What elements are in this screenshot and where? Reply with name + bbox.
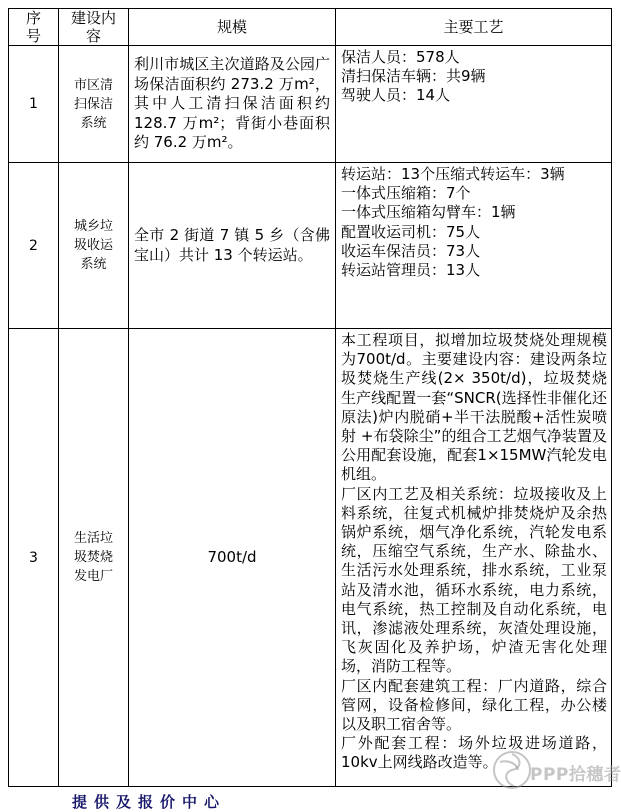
row3-process-paragraph: 厂区内配套建筑工程：厂内道路，综合管网，设备检修间，绿化工程，办公楼以及职工宿舍等。 (341, 676, 607, 734)
row3-process-paragraph: 厂外配套工程：场外垃圾进场道路，10kv上网线路改造等。 (341, 734, 607, 772)
header-process-label: 主要工艺 (443, 18, 504, 36)
header-seq (9, 9, 59, 46)
table-header-row (9, 9, 612, 46)
row1-scale: 利川市城区主次道路及公园广场保洁面积约 273.2 万m²，其中人工清扫保洁面积约 128.7 万m²；背街小巷面积约 76.2 万m²。 (129, 46, 336, 163)
row3-content: 生活垃圾焚烧发电厂 (59, 329, 129, 787)
table-row (9, 163, 612, 329)
header-scale-label: 规模 (216, 18, 247, 36)
row3-process-paragraph: 本工程项目，拟增加垃圾焚烧处理规模为700t/d。主要建设内容：建设两条垃圾焚烧生产线(2× 350t/d)，垃圾焚烧生产线配置一套“SNCR(选择性非催化还原法)炉内脱硝+半干法脱酸+活性炭喷射 +布袋除尘”的组合工艺烟气净装置及公用配套设施，配套1×15MW汽轮发电机组。 (341, 331, 607, 484)
table-row (9, 329, 612, 787)
row2-process (336, 163, 612, 329)
row2-process-line: 转运站：13个压缩式转运车：3辆 (341, 165, 565, 183)
row2-process-line: 转运站管理员：13人 (341, 261, 481, 280)
row2-process-line: 一体式压缩箱勾臂车：1辆 (341, 203, 516, 222)
header-content-label: 建设内容 (70, 9, 116, 45)
header-content (59, 9, 129, 46)
header-process (336, 9, 612, 46)
row1-process (336, 46, 612, 163)
header-seq-label: 序号 (25, 9, 41, 45)
footer-partial-text: 提供及报价中心 (72, 793, 227, 811)
row1-process-line: 驾驶人员：14人 (341, 86, 451, 105)
row1-seq: 1 (9, 46, 59, 163)
row3-process-paragraph: 厂区内工艺及相关系统：垃圾接收及上料系统，往复式机械炉排焚烧炉及余热锅炉系统，烟气净化系统，汽轮发电系统，压缩空气系统，生产水、除盐水、生活污水处理系统，排水系统，工业泵站及清水池，循环水系统，电力系统，电气系统，热工控制及自动化系统，电讯，渗滤液处理系统，灰渣处理设施，飞灰固化及养护场，炉渣无害化处理场，消防工程等。 (341, 484, 607, 676)
row2-content: 城乡垃圾收运系统 (59, 163, 129, 329)
row2-process-line: 收运车保洁员：73人 (341, 241, 481, 260)
table-row (9, 46, 612, 163)
header-scale (129, 9, 336, 46)
row3-seq: 3 (9, 329, 59, 787)
watermark-text: PPP拾穗者 (530, 765, 621, 785)
row2-process-line: 一体式压缩箱：7个 (341, 184, 471, 203)
row2-scale: 全市 2 街道 7 镇 5 乡（含佛宝山）共计 13 个转运站。 (129, 163, 336, 329)
row2-process-line: 配置收运司机：75人 (341, 222, 481, 241)
row3-process (336, 329, 612, 787)
project-table (8, 8, 612, 787)
row2-seq: 2 (9, 163, 59, 329)
row1-process-line: 清扫保洁车辆：共9辆 (341, 67, 486, 86)
row1-content: 市区清扫保洁系统 (59, 46, 129, 163)
row1-process-line: 保洁人员：578人 (341, 48, 460, 66)
row3-scale: 700t/d (129, 329, 336, 787)
